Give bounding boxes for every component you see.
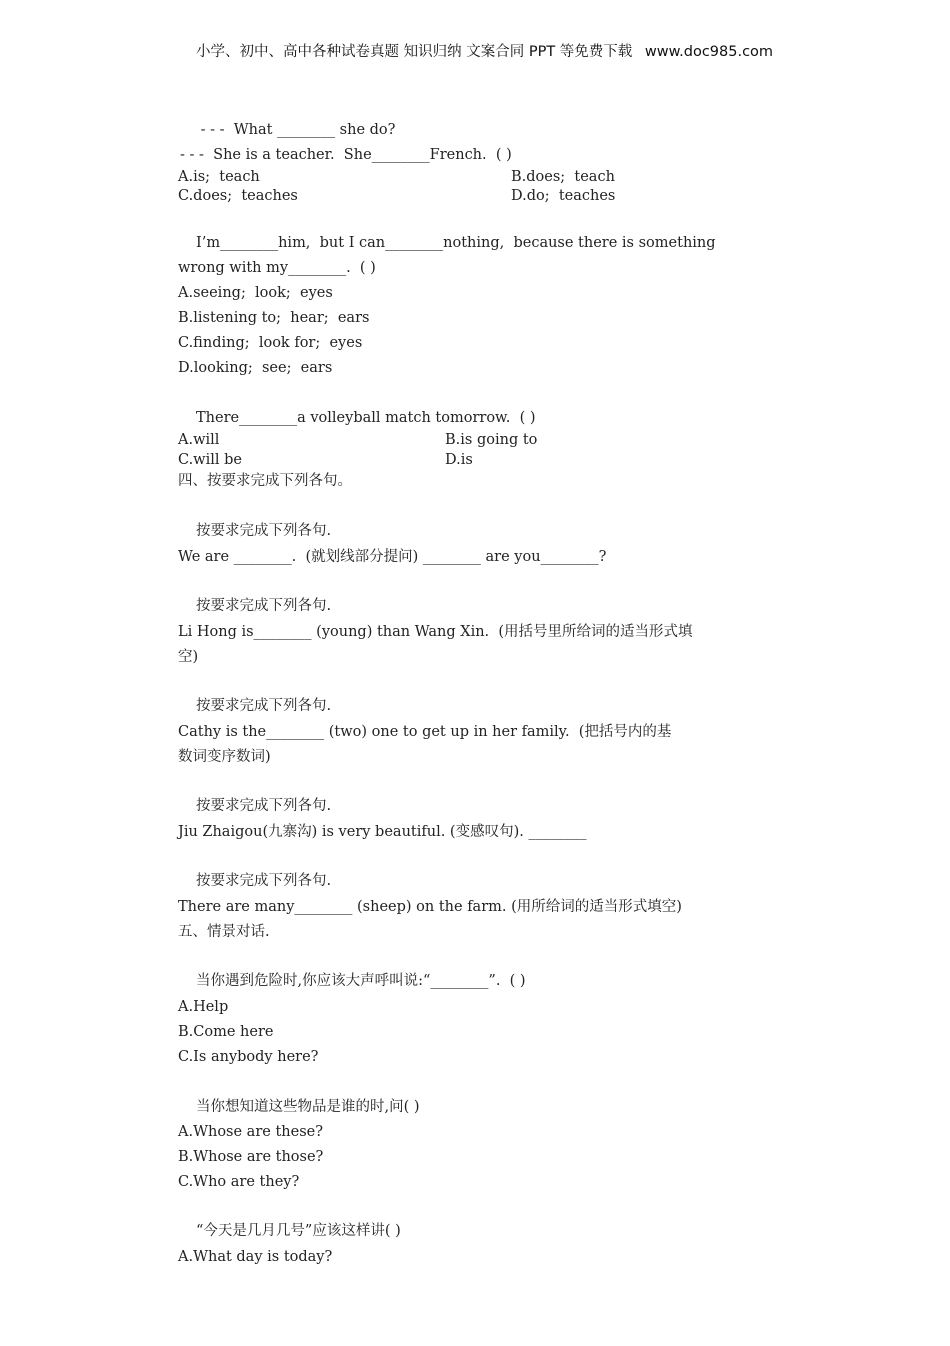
q2-line1: I’m________him, but I can________nothing, because there is something [196,235,716,251]
q1-option-c: C.does; teaches [178,188,298,204]
s5-item2-option-c: C.Who are they? [178,1174,300,1190]
s4-item1-line1: We are ________. (就划线部分提问) ________ are you________? [178,549,607,565]
s4-item2-line1: Li Hong is________ (young) than Wang Xin. (用括号里所给词的适当形式填 [178,624,693,640]
s4-item5-prompt: 按要求完成下列各句. [196,873,332,889]
s4-item3-line1: Cathy is the________ (two) one to get up in her family. (把括号内的基 [178,724,672,740]
header-url[interactable]: www.doc985.com [644,44,774,60]
section5-title: 五、情景对话. [178,924,270,940]
s5-item2-option-b: B.Whose are those? [178,1149,324,1165]
q3-option-c: C.will be [178,452,242,468]
s4-item5-line1: There are many________ (sheep) on the farm. (用所给词的适当形式填空) [178,899,682,915]
section4-title: 四、按要求完成下列各句。 [178,473,352,489]
q2-line2: wrong with my________. ( ) [178,260,376,276]
q3-line1: There________a volleyball match tomorrow. ( ) [196,410,536,426]
s5-item1-prompt: 当你遇到危险时,你应该大声呼叫说:“________”. ( ) [196,973,526,989]
q3-option-a: A.will [178,432,220,448]
s5-item2-prompt: 当你想知道这些物品是谁的时,问( ) [196,1099,420,1115]
header-text: 小学、初中、高中各种试卷真题 知识归纳 文案合同 PPT 等免费下载 [196,44,633,60]
s5-item1-option-c: C.Is anybody here? [178,1049,319,1065]
q1-option-a: A.is; teach [178,169,260,185]
q2-option-b: B.listening to; hear; ears [178,310,370,326]
q2-option-d: D.looking; see; ears [178,360,333,376]
s4-item2-prompt: 按要求完成下列各句. [196,598,332,614]
q1-option-b: B.does; teach [511,169,615,185]
q1-line1: - - - What ________ she do? [196,122,396,138]
s4-item1-prompt: 按要求完成下列各句. [196,523,332,539]
s4-item3-line2: 数词变序数词) [178,749,271,765]
s5-item2-option-a: A.Whose are these? [178,1124,323,1140]
q1-option-d: D.do; teaches [511,188,616,204]
s5-item1-option-a: A.Help [178,999,229,1015]
s4-item4-prompt: 按要求完成下列各句. [196,798,332,814]
s5-item1-option-b: B.Come here [178,1024,274,1040]
q1-line2: - - - She is a teacher. She________French. ( ) [180,147,512,163]
s5-item3-prompt: “今天是几月几号”应该这样讲( ) [196,1223,401,1239]
q2-option-a: A.seeing; look; eyes [178,285,333,301]
q3-option-b: B.is going to [445,432,538,448]
page-header [196,40,773,61]
s4-item3-prompt: 按要求完成下列各句. [196,698,332,714]
s4-item2-line2: 空) [178,649,199,665]
q2-option-c: C.finding; look for; eyes [178,335,363,351]
s5-item3-option-a: A.What day is today? [178,1249,333,1265]
s4-item4-line1: Jiu Zhaigou(九寨沟) is very beautiful. (变感叹句). ________ [178,824,587,840]
q3-option-d: D.is [445,452,473,468]
